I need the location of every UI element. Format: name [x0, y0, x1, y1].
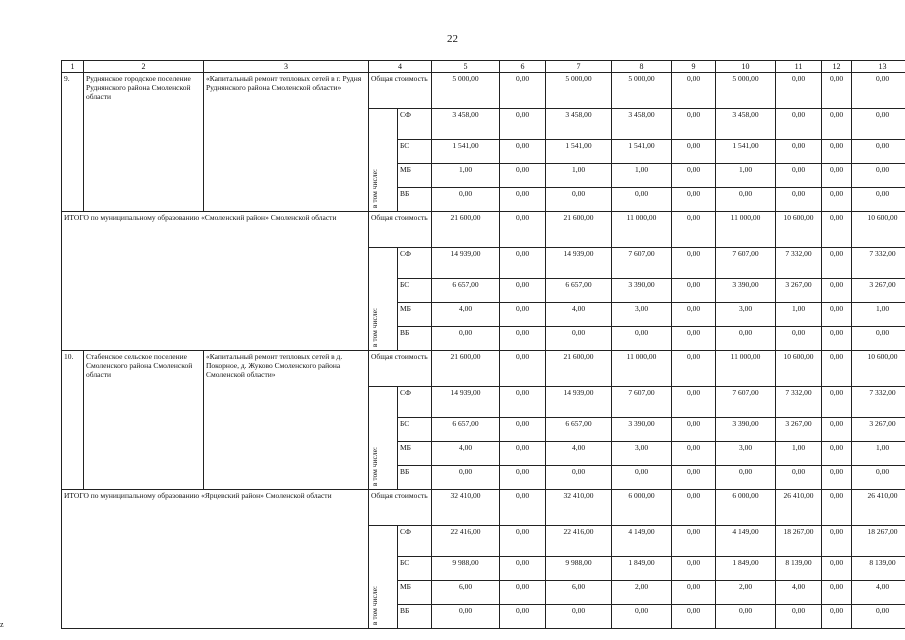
amount-cell: 1,00 — [716, 164, 776, 188]
funding-source-code: БС — [398, 557, 432, 581]
amount-cell: 0,00 — [822, 140, 852, 164]
funding-source-code: БС — [398, 418, 432, 442]
amount-cell: 0,00 — [776, 73, 822, 109]
amount-cell: 32 410,00 — [546, 490, 612, 526]
amount-cell: 0,00 — [822, 418, 852, 442]
amount-cell: 6 657,00 — [432, 418, 500, 442]
amount-cell: 3,00 — [716, 442, 776, 466]
amount-cell: 0,00 — [672, 73, 716, 109]
column-number-header: 5 — [432, 61, 500, 73]
including-label: в том числе: — [370, 585, 379, 625]
funding-source-code: СФ — [398, 109, 432, 140]
amount-cell: 3 390,00 — [612, 418, 672, 442]
amount-cell: 3 458,00 — [546, 109, 612, 140]
amount-cell: 7 332,00 — [852, 248, 905, 279]
amount-cell: 0,00 — [432, 188, 500, 212]
amount-cell: 0,00 — [672, 442, 716, 466]
amount-cell: 6,00 — [546, 581, 612, 605]
amount-cell: 0,00 — [672, 387, 716, 418]
amount-cell: 3 267,00 — [852, 279, 905, 303]
amount-cell: 2,00 — [716, 581, 776, 605]
amount-cell: 22 416,00 — [432, 526, 500, 557]
amount-cell: 0,00 — [822, 248, 852, 279]
amount-cell: 11 000,00 — [612, 212, 672, 248]
column-number-header: 4 — [369, 61, 432, 73]
amount-cell: 0,00 — [500, 466, 546, 490]
column-number-header: 9 — [672, 61, 716, 73]
amount-cell: 21 600,00 — [432, 212, 500, 248]
amount-cell: 1 541,00 — [612, 140, 672, 164]
amount-cell: 0,00 — [500, 581, 546, 605]
including-label-cell — [369, 387, 398, 490]
amount-cell: 0,00 — [852, 164, 905, 188]
amount-cell: 7 607,00 — [716, 387, 776, 418]
amount-cell: 4,00 — [432, 442, 500, 466]
entity-name: Руднянское городское поселение Руднянского района Смоленской области — [84, 73, 204, 212]
amount-cell: 21 600,00 — [546, 351, 612, 387]
amount-cell: 0,00 — [500, 442, 546, 466]
amount-cell: 0,00 — [500, 212, 546, 248]
amount-cell: 0,00 — [500, 303, 546, 327]
amount-cell: 9 988,00 — [546, 557, 612, 581]
amount-cell: 7 332,00 — [776, 387, 822, 418]
amount-cell: 0,00 — [852, 605, 905, 629]
total-cost-label: Общая стоимость — [369, 351, 432, 387]
amount-cell: 4 149,00 — [612, 526, 672, 557]
amount-cell: 0,00 — [432, 605, 500, 629]
amount-cell: 7 332,00 — [852, 387, 905, 418]
amount-cell: 0,00 — [776, 188, 822, 212]
amount-cell: 1,00 — [546, 164, 612, 188]
amount-cell: 0,00 — [432, 327, 500, 351]
amount-cell: 0,00 — [776, 140, 822, 164]
amount-cell: 0,00 — [500, 557, 546, 581]
amount-cell: 0,00 — [776, 605, 822, 629]
amount-cell: 0,00 — [672, 248, 716, 279]
amount-cell: 6 000,00 — [716, 490, 776, 526]
column-number-row — [62, 61, 905, 73]
amount-cell: 1 849,00 — [716, 557, 776, 581]
amount-cell: 0,00 — [672, 418, 716, 442]
subtotal-row — [62, 212, 905, 248]
amount-cell: 22 416,00 — [546, 526, 612, 557]
object-name: «Капитальный ремонт тепловых сетей в д. Покорное, д. Жуково Смоленского района Смоленской области» — [204, 351, 369, 490]
amount-cell: 0,00 — [500, 418, 546, 442]
amount-cell: 0,00 — [672, 327, 716, 351]
amount-cell: 0,00 — [672, 164, 716, 188]
funding-source-code: ВБ — [398, 605, 432, 629]
amount-cell: 0,00 — [822, 605, 852, 629]
amount-cell: 9 988,00 — [432, 557, 500, 581]
funding-source-code: ВБ — [398, 327, 432, 351]
item-number: 9. — [62, 73, 84, 212]
amount-cell: 7 607,00 — [612, 387, 672, 418]
amount-cell: 10 600,00 — [852, 212, 905, 248]
amount-cell: 6 657,00 — [546, 418, 612, 442]
amount-cell: 0,00 — [500, 327, 546, 351]
amount-cell: 1,00 — [852, 303, 905, 327]
amount-cell: 0,00 — [500, 164, 546, 188]
including-label: в том числе: — [370, 168, 379, 208]
amount-cell: 14 939,00 — [546, 248, 612, 279]
amount-cell: 0,00 — [776, 164, 822, 188]
amount-cell: 3,00 — [716, 303, 776, 327]
amount-cell: 0,00 — [822, 526, 852, 557]
amount-cell: 21 600,00 — [432, 351, 500, 387]
amount-cell: 0,00 — [822, 442, 852, 466]
amount-cell: 0,00 — [776, 109, 822, 140]
column-number-header: 12 — [822, 61, 852, 73]
item-number: 10. — [62, 351, 84, 490]
column-number-header: 3 — [204, 61, 369, 73]
amount-cell: 3 267,00 — [776, 279, 822, 303]
amount-cell: 0,00 — [500, 73, 546, 109]
amount-cell: 7 607,00 — [612, 248, 672, 279]
column-number-header: 6 — [500, 61, 546, 73]
entity-name: Стабенское сельское поселение Смоленского района Смоленской области — [84, 351, 204, 490]
amount-cell: 0,00 — [546, 466, 612, 490]
including-label: в том числе: — [370, 446, 379, 486]
amount-cell: 1,00 — [776, 442, 822, 466]
including-label-cell — [369, 248, 398, 351]
amount-cell: 26 410,00 — [776, 490, 822, 526]
amount-cell: 0,00 — [852, 466, 905, 490]
funding-source-code: МБ — [398, 442, 432, 466]
subtotal-row — [62, 490, 905, 526]
amount-cell: 0,00 — [612, 327, 672, 351]
amount-cell: 4,00 — [852, 581, 905, 605]
amount-cell: 0,00 — [852, 140, 905, 164]
funding-source-code: БС — [398, 279, 432, 303]
amount-cell: 10 600,00 — [776, 351, 822, 387]
funding-source-code: ВБ — [398, 466, 432, 490]
object-name: «Капитальный ремонт тепловых сетей в г. Рудня Руднянского района Смоленской области» — [204, 73, 369, 212]
amount-cell: 0,00 — [822, 188, 852, 212]
funding-source-code: СФ — [398, 526, 432, 557]
amount-cell: 7 607,00 — [716, 248, 776, 279]
amount-cell: 0,00 — [500, 526, 546, 557]
margin-mark: z — [0, 620, 4, 629]
amount-cell: 0,00 — [822, 581, 852, 605]
column-number-header: 2 — [84, 61, 204, 73]
funding-source-code: МБ — [398, 581, 432, 605]
funding-source-code: СФ — [398, 248, 432, 279]
amount-cell: 3 267,00 — [776, 418, 822, 442]
amount-cell: 0,00 — [672, 490, 716, 526]
amount-cell: 0,00 — [672, 466, 716, 490]
amount-cell: 0,00 — [672, 581, 716, 605]
amount-cell: 0,00 — [612, 188, 672, 212]
amount-cell: 1,00 — [776, 303, 822, 327]
funding-source-code: МБ — [398, 303, 432, 327]
amount-cell: 0,00 — [500, 188, 546, 212]
column-number-header: 1 — [62, 61, 84, 73]
amount-cell: 1 541,00 — [546, 140, 612, 164]
total-cost-label: Общая стоимость — [369, 212, 432, 248]
amount-cell: 0,00 — [716, 466, 776, 490]
object-row — [62, 73, 905, 109]
amount-cell: 0,00 — [500, 248, 546, 279]
amount-cell: 0,00 — [822, 351, 852, 387]
amount-cell: 0,00 — [852, 327, 905, 351]
amount-cell: 32 410,00 — [432, 490, 500, 526]
amount-cell: 3 458,00 — [612, 109, 672, 140]
amount-cell: 0,00 — [822, 557, 852, 581]
page-number: 22 — [447, 33, 458, 45]
amount-cell: 3 267,00 — [852, 418, 905, 442]
subtotal-label: ИТОГО по муниципальному образованию «Ярцевский район» Смоленской области — [62, 490, 369, 629]
amount-cell: 0,00 — [500, 109, 546, 140]
amount-cell: 0,00 — [822, 73, 852, 109]
amount-cell: 0,00 — [822, 490, 852, 526]
funding-source-code: МБ — [398, 164, 432, 188]
amount-cell: 3 390,00 — [716, 279, 776, 303]
amount-cell: 0,00 — [822, 109, 852, 140]
funding-source-code: БС — [398, 140, 432, 164]
amount-cell: 1,00 — [432, 164, 500, 188]
amount-cell: 0,00 — [500, 490, 546, 526]
object-row — [62, 351, 905, 387]
including-label-cell — [369, 526, 398, 629]
amount-cell: 0,00 — [822, 303, 852, 327]
amount-cell: 0,00 — [672, 303, 716, 327]
amount-cell: 1,00 — [852, 442, 905, 466]
amount-cell: 4,00 — [432, 303, 500, 327]
including-label: в том числе: — [370, 307, 379, 347]
amount-cell: 4 149,00 — [716, 526, 776, 557]
amount-cell: 7 332,00 — [776, 248, 822, 279]
amount-cell: 5 000,00 — [432, 73, 500, 109]
amount-cell: 14 939,00 — [432, 387, 500, 418]
amount-cell: 0,00 — [852, 188, 905, 212]
amount-cell: 11 000,00 — [716, 212, 776, 248]
amount-cell: 0,00 — [672, 188, 716, 212]
amount-cell: 5 000,00 — [612, 73, 672, 109]
amount-cell: 0,00 — [500, 351, 546, 387]
amount-cell: 0,00 — [716, 327, 776, 351]
amount-cell: 2,00 — [612, 581, 672, 605]
amount-cell: 1 541,00 — [716, 140, 776, 164]
amount-cell: 4,00 — [776, 581, 822, 605]
amount-cell: 3 458,00 — [432, 109, 500, 140]
amount-cell: 0,00 — [672, 279, 716, 303]
column-number-header: 11 — [776, 61, 822, 73]
amount-cell: 0,00 — [672, 140, 716, 164]
amount-cell: 3 390,00 — [716, 418, 776, 442]
amount-cell: 18 267,00 — [852, 526, 905, 557]
amount-cell: 0,00 — [672, 351, 716, 387]
amount-cell: 11 000,00 — [612, 351, 672, 387]
amount-cell: 14 939,00 — [546, 387, 612, 418]
amount-cell: 0,00 — [546, 605, 612, 629]
column-number-header: 13 — [852, 61, 905, 73]
amount-cell: 4,00 — [546, 442, 612, 466]
amount-cell: 6 657,00 — [546, 279, 612, 303]
amount-cell: 0,00 — [672, 212, 716, 248]
amount-cell: 10 600,00 — [776, 212, 822, 248]
amount-cell: 8 139,00 — [852, 557, 905, 581]
amount-cell: 6 000,00 — [612, 490, 672, 526]
column-number-header: 8 — [612, 61, 672, 73]
funding-source-code: СФ — [398, 387, 432, 418]
funding-table — [61, 60, 905, 629]
amount-cell: 0,00 — [716, 188, 776, 212]
amount-cell: 0,00 — [822, 387, 852, 418]
amount-cell: 0,00 — [672, 109, 716, 140]
total-cost-label: Общая стоимость — [369, 73, 432, 109]
amount-cell: 0,00 — [776, 466, 822, 490]
amount-cell: 14 939,00 — [432, 248, 500, 279]
amount-cell: 0,00 — [776, 327, 822, 351]
amount-cell: 0,00 — [822, 212, 852, 248]
amount-cell: 26 410,00 — [852, 490, 905, 526]
amount-cell: 0,00 — [612, 466, 672, 490]
amount-cell: 6 657,00 — [432, 279, 500, 303]
amount-cell: 0,00 — [852, 109, 905, 140]
amount-cell: 0,00 — [672, 526, 716, 557]
amount-cell: 11 000,00 — [716, 351, 776, 387]
amount-cell: 0,00 — [546, 327, 612, 351]
amount-cell: 3,00 — [612, 303, 672, 327]
amount-cell: 4,00 — [546, 303, 612, 327]
total-cost-label: Общая стоимость — [369, 490, 432, 526]
funding-source-code: ВБ — [398, 188, 432, 212]
amount-cell: 3 458,00 — [716, 109, 776, 140]
amount-cell: 6,00 — [432, 581, 500, 605]
subtotal-label: ИТОГО по муниципальному образованию «Смоленский район» Смоленской области — [62, 212, 369, 351]
amount-cell: 0,00 — [822, 164, 852, 188]
amount-cell: 10 600,00 — [852, 351, 905, 387]
amount-cell: 21 600,00 — [546, 212, 612, 248]
amount-cell: 0,00 — [500, 605, 546, 629]
amount-cell: 1,00 — [612, 164, 672, 188]
amount-cell: 0,00 — [716, 605, 776, 629]
amount-cell: 1 849,00 — [612, 557, 672, 581]
amount-cell: 8 139,00 — [776, 557, 822, 581]
amount-cell: 5 000,00 — [546, 73, 612, 109]
column-number-header: 10 — [716, 61, 776, 73]
amount-cell: 3,00 — [612, 442, 672, 466]
including-label-cell — [369, 109, 398, 212]
amount-cell: 0,00 — [822, 466, 852, 490]
amount-cell: 0,00 — [852, 73, 905, 109]
amount-cell: 0,00 — [672, 557, 716, 581]
amount-cell: 0,00 — [822, 279, 852, 303]
amount-cell: 0,00 — [500, 140, 546, 164]
amount-cell: 0,00 — [612, 605, 672, 629]
amount-cell: 0,00 — [500, 279, 546, 303]
amount-cell: 18 267,00 — [776, 526, 822, 557]
amount-cell: 0,00 — [432, 466, 500, 490]
column-number-header: 7 — [546, 61, 612, 73]
amount-cell: 1 541,00 — [432, 140, 500, 164]
amount-cell: 5 000,00 — [716, 73, 776, 109]
amount-cell: 3 390,00 — [612, 279, 672, 303]
amount-cell: 0,00 — [500, 387, 546, 418]
amount-cell: 0,00 — [822, 327, 852, 351]
amount-cell: 0,00 — [672, 605, 716, 629]
amount-cell: 0,00 — [546, 188, 612, 212]
